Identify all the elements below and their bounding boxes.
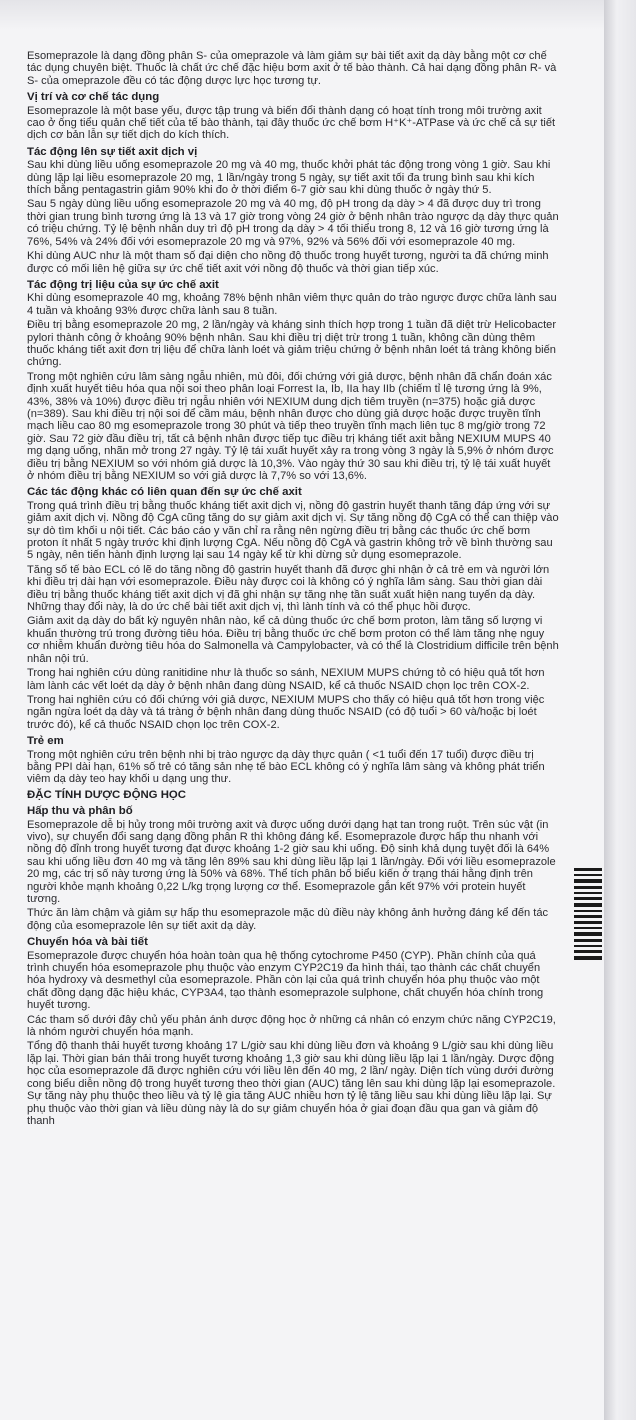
paragraph: Trong một nghiên cứu trên bệnh nhi bị trào ngược dạ dày thực quản ( <1 tuổi đến 17 tuổi) được điều trị bằng PPI dài hạn, 61% số trẻ có tăng sản nhẹ tế bào ECL không có ý nghĩa lâm sàng và không phát triển viêm dạ dày teo hay khối u dạng ung thư. — [27, 748, 545, 786]
paragraph: Esomeprazole dễ bị hủy trong môi trường axit và được uống dưới dạng hạt tan trong ruột. Trên súc vật (in vivo), sự chuyển đổi sang dạng đồng phân R thì không đáng kể. Esomeprazole được hấp thu nhanh với nồng độ đỉnh trong huyết tương đạt được khoảng 1-2 giờ sau khi uống. Độ sinh khả dụng tuyệt đối là 64% sau khi uống liều đơn 40 mg và tăng lên 89% sau khi dùng liều lặp lại 1 lần/ngày. Đối với liều esomeprazole 20 mg, các trị số này tương ứng là 50% và 68%. Thể tích phân bố biểu kiến ở trạng thái hằng định trên người khỏe mạnh khoảng 0,22 L/kg trọng lượng cơ thể. Esomeprazole gắn kết 97% với protein huyết tương. — [27, 818, 556, 905]
paragraph: Trong một nghiên cứu lâm sàng ngẫu nhiên, mù đôi, đối chứng với giả dược, bệnh nhân đã chẩn đoán xác định xuất huyết tiêu hóa qua nội soi theo phân loại Forrest Ia, Ib, IIa hay IIb (chiếm tỉ lệ tương ứng là 9%, 43%, 38% và 10%) được điều trị ngẫu nhiên với NEXIUM dung dịch tiêm truyền (n=375) hoặc giả dược (n=389). Sau khi điều trị nội soi để cầm máu, bệnh nhân được cho dùng giả dược hoặc được truyền tĩnh mạch liều cao 80 mg esomeprazole trong 30 phút và tiếp theo truyền tĩnh mạch liên tục 8 mg/giờ trong 72 giờ. Sau 72 giờ đầu điều trị, tất cả bệnh nhân được tiếp tục điều trị kháng tiết axit bằng NEXIUM MUPS 40 mg dạng uống, nhãn mở trong 27 ngày. Tỷ lệ tái xuất huyết xảy ra trong vòng 3 ngày là 5,9% ở nhóm được điều trị bằng NEXIUM so với nhóm giả dược là 10,3%. Vào ngày thứ 30 sau khi điều trị, tỷ lệ tái xuất huyết ở nhóm điều trị bằng NEXIUM so với giả dược là 7,7% so với 13,6%. — [27, 370, 554, 482]
paragraph: Giảm axit dạ dày do bất kỳ nguyên nhân nào, kể cả dùng thuốc ức chế bơm proton, làm tăng số lượng vi khuẩn thường trú trong đường tiêu hóa. Điều trị bằng thuốc ức chế bơm proton có thể làm tăng nhẹ nguy cơ nhiễm khuẩn đường tiêu hóa do Salmonella và Campylobacter, và có thể là Clostridium difficile trên bệnh nhân nội trú. — [27, 615, 559, 665]
paragraph: Esomeprazole là một base yếu, được tập trung và biến đổi thành dạng có hoạt tính trong môi trường axit cao ở ống tiểu quản chế tiết của tế bào thành, tại đây thuốc ức chế bơm H⁺K⁺-ATPase và ức chế cả sự tiết dịch cơ bản lẫn sự tiết dịch do kích thích. — [27, 104, 556, 142]
paragraph: Trong hai nghiên cứu có đối chứng với giả dược, NEXIUM MUPS cho thấy có hiệu quả tốt hơn trong việc ngăn ngừa loét dạ dày và tá tràng ở bệnh nhân đang dùng thuốc NSAID (có độ tuổi > 60 và/hoặc bị loét trước đó), kể cả thuốc NSAID chọn lọc trên COX-2. — [27, 693, 545, 731]
paragraph: Trong hai nghiên cứu dùng ranitidine như là thuốc so sánh, NEXIUM MUPS chứng tỏ có hiệu quả tốt hơn làm lành các vết loét dạ dày ở bệnh nhân đang dùng NSAID, kể cả thuốc NSAID chọn lọc trên COX-2. — [27, 667, 545, 692]
section-heading: Hấp thu và phân bố — [27, 805, 133, 818]
section-heading: Các tác động khác có liên quan đến sự ức chế axit — [27, 486, 302, 499]
paragraph: Tổng độ thanh thải huyết tương khoảng 17 L/giờ sau khi dùng liều đơn và khoảng 9 L/giờ sau khi dùng liều lặp lại. Thời gian bán thải trong huyết tương khoảng 1,3 giờ sau khi dùng liều lặp lại 1 lần/ngày. Dược động học của esomeprazole đã được nghiên cứu với liều lên đến 40 mg, 2 lần/ ngày. Diện tích vùng dưới đường cong biểu diễn nồng độ trong huyết tương theo thời gian (AUC) tăng lên sau khi dùng lặp lại esomeprazole. Sự tăng này phụ thuộc theo liều và tỷ lệ gia tăng AUC nhiều hơn tỷ lệ tăng liều sau khi dùng liều lặp lại. Sự phụ thuộc vào thời gian và liều dùng này là do sự giảm chuyển hóa ở giai đoạn đầu qua gan và giảm độ thanh — [27, 1040, 556, 1127]
paragraph: Tăng số tế bào ECL có lẽ do tăng nồng độ gastrin huyết thanh đã được ghi nhận ở cả trẻ em và người lớn khi điều trị dài hạn với esomeprazole. Điều này được coi là không có ý nghĩa lâm sàng. Sau thời gian dài điều trị bằng thuốc kháng tiết axit dịch vị đã ghi nhận sự tăng nhẹ tần suất xuất hiện nang tuyến dạ dày. Những thay đổi này, là do ức chế bài tiết axit dịch vị, thì lành tính và có thể phục hồi được. — [27, 563, 550, 614]
paragraph: Esomeprazole là dạng đồng phân S- của omeprazole và làm giảm sự bài tiết axit dạ dày bằng một cơ chế tác dụng chuyên biệt. Thuốc là chất ức chế đặc hiệu bơm axit ở tế bào thành. Cả hai dạng đồng phân R- và S- của omeprazole đều có tác động dược lực học tương tự. — [27, 50, 557, 87]
paragraph: Sau 5 ngày dùng liều uống esomeprazole 20 mg và 40 mg, độ pH trong dạ dày > 4 đã được duy trì trong thời gian trung bình tương ứng là 13 và 17 giờ trong vòng 24 giờ ở bệnh nhân trào ngược dạ dày thực quản có triệu chứng. Tỷ lệ bệnh nhân duy trì độ pH trong dạ dày > 4 tối thiểu trong 8, 12 và 16 giờ tương ứng là 76%, 54% và 24% đối với esomeprazole 20 mg và 97%, 92% và 56% đối với esomeprazole 40 mg. — [27, 198, 559, 248]
paragraph: Các tham số dưới đây chủ yếu phản ánh dược động học ở những cá nhân có enzym chức năng CYP2C19, là nhóm người chuyển hóa mạnh. — [27, 1013, 556, 1039]
section-heading: Trẻ em — [27, 735, 64, 748]
section-heading: Tác động trị liệu của sự ức chế axit — [27, 278, 219, 291]
major-heading: ĐẶC TÍNH DƯỢC ĐỘNG HỌC — [27, 788, 187, 801]
paragraph: Thức ăn làm chậm và giảm sự hấp thu esomeprazole mặc dù điều này không ảnh hưởng đáng kể đến tác động của esomeprazole lên sự tiết axit dạ dày. — [27, 907, 549, 932]
paragraph: Điều trị bằng esomeprazole 20 mg, 2 lần/ngày và kháng sinh thích hợp trong 1 tuần đã diệt trừ Helicobacter pylori thành công ở khoảng 90% bệnh nhân. Sau khi điều trị diệt trừ trong 1 tuần, không cần dùng thêm thuốc kháng tiết axit đơn trị liệu để chữa lành loét và giảm triệu chứng ở bệnh nhân loét tá tràng không biến chứng. — [27, 319, 557, 369]
section-heading: Chuyển hóa và bài tiết — [27, 936, 148, 949]
adjacent-page-edge — [604, 0, 636, 1420]
paragraph: Khi dùng esomeprazole 40 mg, khoảng 78% bệnh nhân viêm thực quản do trào ngược được chữa lành sau 4 tuần và khoảng 93% được chữa lành sau 8 tuần. — [27, 292, 557, 317]
paragraph: Khi dùng AUC như là một tham số đại diện cho nồng độ thuốc trong huyết tương, người ta đã chứng minh được có mối liên hệ giữa sự ức chế tiết axit với nồng độ thuốc và thời gian tiếp xúc. — [27, 250, 549, 275]
section-heading: Vị trí và cơ chế tác dụng — [27, 91, 160, 104]
leaflet-text — [27, 50, 559, 1129]
pharmacode-barcode — [574, 868, 602, 963]
paragraph: Esomeprazole được chuyển hóa hoàn toàn qua hệ thống cytochrome P450 (CYP). Phần chính của quá trình chuyển hóa esomeprazole phụ thuộc vào enzym CYP2C19 đa hình thái, tạo thành các chất chuyển hóa hydroxy và desmethyl của esomeprazole. Phần còn lại của quá trình chuyển hóa phụ thuộc vào một chất đồng dạng đặc hiệu khác, CYP3A4, tạo thành esomeprazole sulphone, chất chuyển hóa chính trong huyết tương. — [27, 949, 544, 1012]
paragraph: Trong quá trình điều trị bằng thuốc kháng tiết axit dịch vị, nồng độ gastrin huyết thanh tăng đáp ứng với sự giảm axit dịch vị. Nồng độ CgA cũng tăng do sự giảm axit dịch vị. Sự tăng nồng độ CgA có thể can thiệp vào sự dò tìm khối u nội tiết. Các báo cáo y văn chỉ ra rằng nên ngừng điều trị bằng các thuốc ức chế bơm proton ít nhất 5 ngày trước khi định lượng CgA. Nếu nồng độ CgA và gastrin không trở về bình thường sau 5 ngày, nên tiến hành định lượng lại sau 14 ngày kể từ khi dừng sử dụng esomeprazole. — [27, 499, 559, 562]
section-heading: Tác động lên sự tiết axit dịch vị — [27, 145, 198, 158]
paragraph: Sau khi dùng liều uống esomeprazole 20 mg và 40 mg, thuốc khởi phát tác động trong vòng 1 giờ. Sau khi dùng lặp lại liều esomeprazole 20 mg, 1 lần/ngày trong 5 ngày, sự tiết axit tối đa trung bình sau khi kích thích bằng pentagastrin giảm 90% khi đo ở thời điểm 6-7 giờ sau khi dùng thuốc ở ngày thứ 5. — [27, 159, 551, 197]
